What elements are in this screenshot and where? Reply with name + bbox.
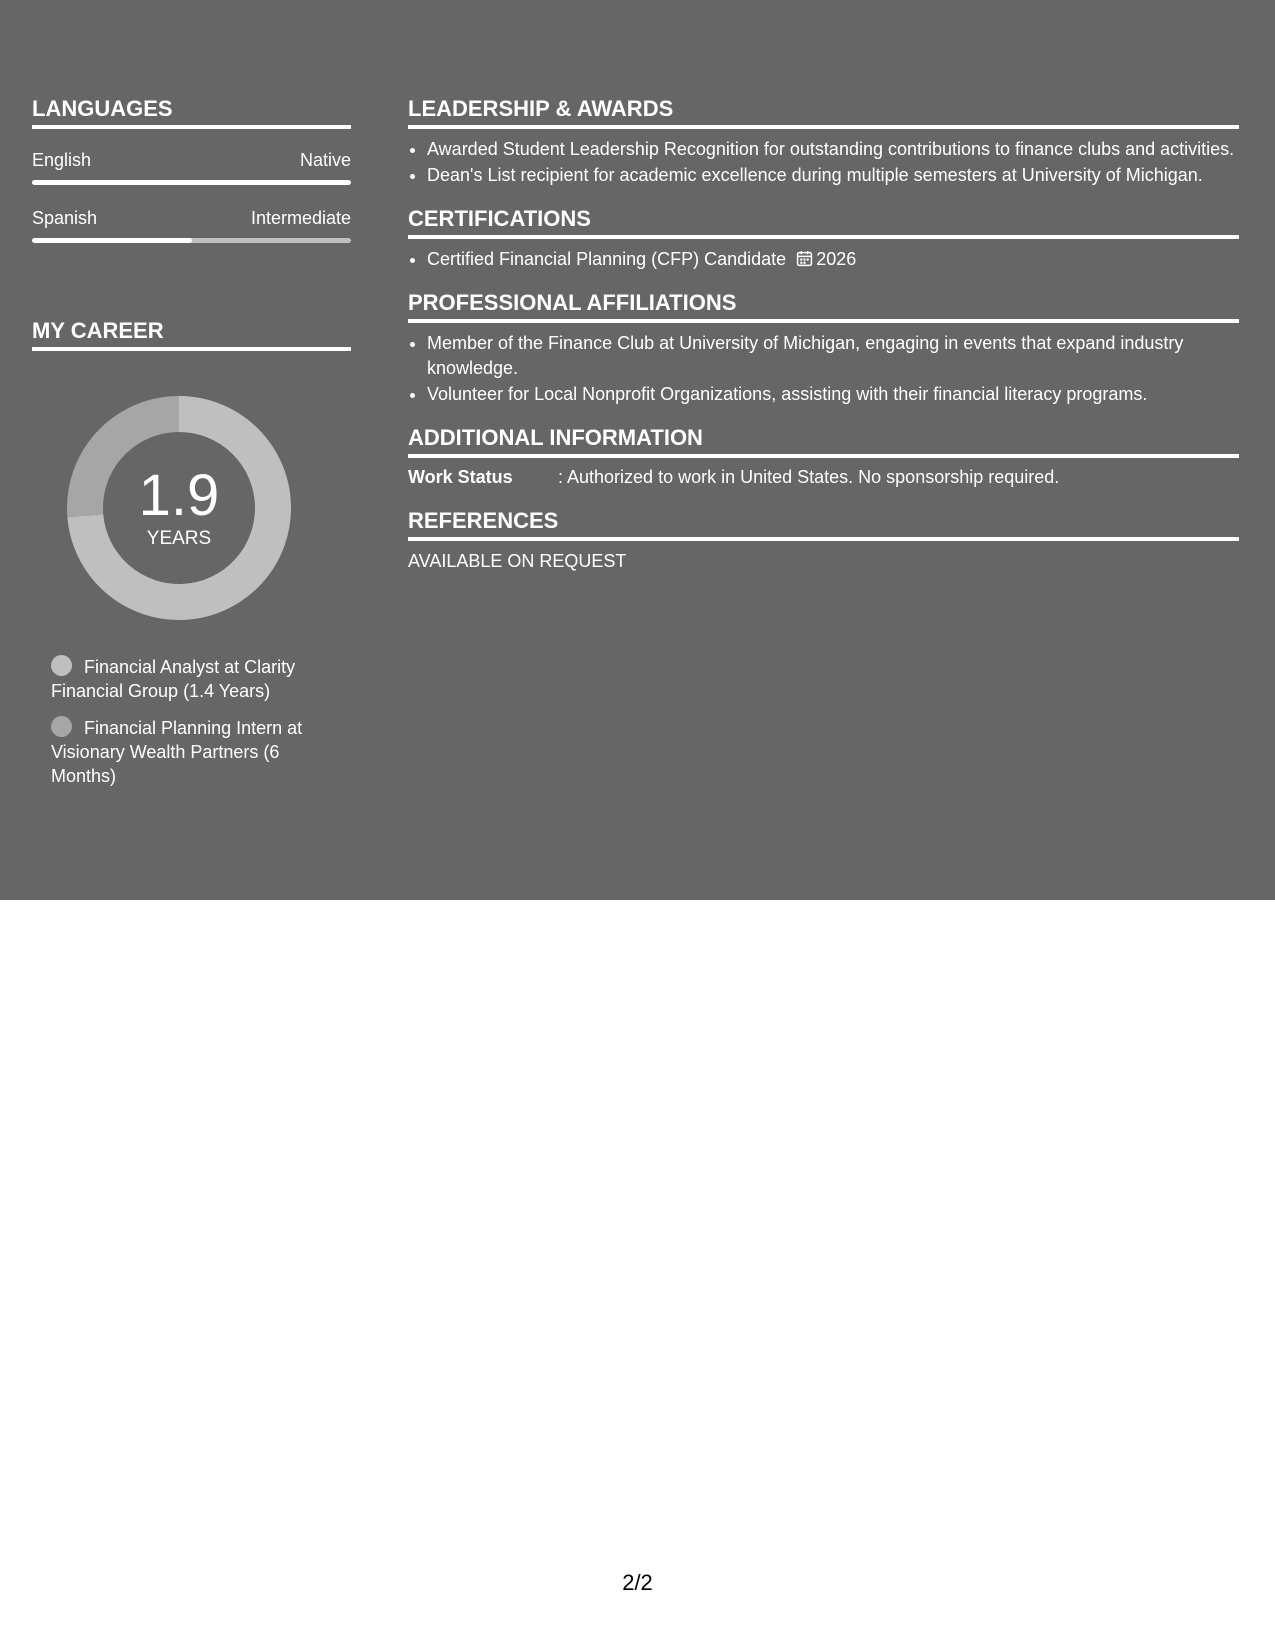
career-role-label: Financial Analyst at Clarity Financial Group (1.4 Years) xyxy=(51,657,296,701)
certifications-list xyxy=(408,247,1239,272)
list-item: • Member of the Finance Club at University of Michigan, engaging in events that expand industry knowledge. xyxy=(427,331,1239,381)
affiliations-list xyxy=(408,331,1239,407)
legend-dot-icon xyxy=(51,655,72,676)
right-column xyxy=(408,96,1239,592)
career-total-value: 1.9 xyxy=(138,463,220,528)
language-bar-english xyxy=(32,180,351,185)
certification-name: Certified Financial Planning (CFP) Candidate xyxy=(427,249,787,269)
career-legend-item xyxy=(51,655,341,703)
language-bar-fill xyxy=(32,180,351,185)
leadership-list xyxy=(408,137,1239,188)
leadership-section xyxy=(408,96,1239,188)
work-status-row xyxy=(408,465,1239,490)
work-status-label: Work Status xyxy=(408,467,513,487)
language-name: English xyxy=(32,150,92,170)
additional-info-section xyxy=(408,425,1239,490)
additional-info-title: ADDITIONAL INFORMATION xyxy=(408,425,1239,458)
language-level: Intermediate xyxy=(250,208,351,228)
list-item xyxy=(427,247,1239,272)
list-item: • Volunteer for Local Nonprofit Organizations, assisting with their financial literacy programs. xyxy=(427,382,1239,407)
language-bar-spanish xyxy=(32,238,351,243)
languages-title: LANGUAGES xyxy=(32,96,351,129)
references-section xyxy=(408,508,1239,574)
legend-dot-icon xyxy=(51,716,72,737)
language-row-spanish xyxy=(32,207,351,229)
work-status-value: : Authorized to work in United States. No sponsorship required. xyxy=(558,467,1060,487)
certifications-title: CERTIFICATIONS xyxy=(408,206,1239,239)
language-name: Spanish xyxy=(32,208,98,228)
affiliations-title: PROFESSIONAL AFFILIATIONS xyxy=(408,290,1239,323)
page-number: 2/2 xyxy=(622,1570,653,1595)
calendar-icon xyxy=(796,250,813,267)
career-title: MY CAREER xyxy=(32,318,351,351)
certification-year: 2026 xyxy=(816,249,857,269)
affiliations-section xyxy=(408,290,1239,407)
list-item: • Dean's List recipient for academic excellence during multiple semesters at University of Michigan. xyxy=(427,163,1239,188)
left-column xyxy=(32,96,351,801)
certifications-section xyxy=(408,206,1239,272)
language-row-english xyxy=(32,149,351,171)
leadership-title: LEADERSHIP & AWARDS xyxy=(408,96,1239,129)
language-bar-fill xyxy=(32,238,192,243)
career-total-unit: YEARS xyxy=(146,528,212,549)
language-level: Native xyxy=(299,150,351,170)
references-text: AVAILABLE ON REQUEST xyxy=(408,551,627,571)
career-role-label: Financial Planning Intern at Visionary Wealth Partners (6 Months) xyxy=(51,718,303,786)
career-donut-chart xyxy=(66,395,292,621)
career-legend-item xyxy=(51,716,341,788)
certification-date xyxy=(796,249,856,269)
donut-center xyxy=(66,395,292,621)
career-legend xyxy=(51,655,341,788)
references-title: REFERENCES xyxy=(408,508,1239,541)
list-item: • Awarded Student Leadership Recognition for outstanding contributions to finance clubs and activities. xyxy=(427,137,1239,162)
